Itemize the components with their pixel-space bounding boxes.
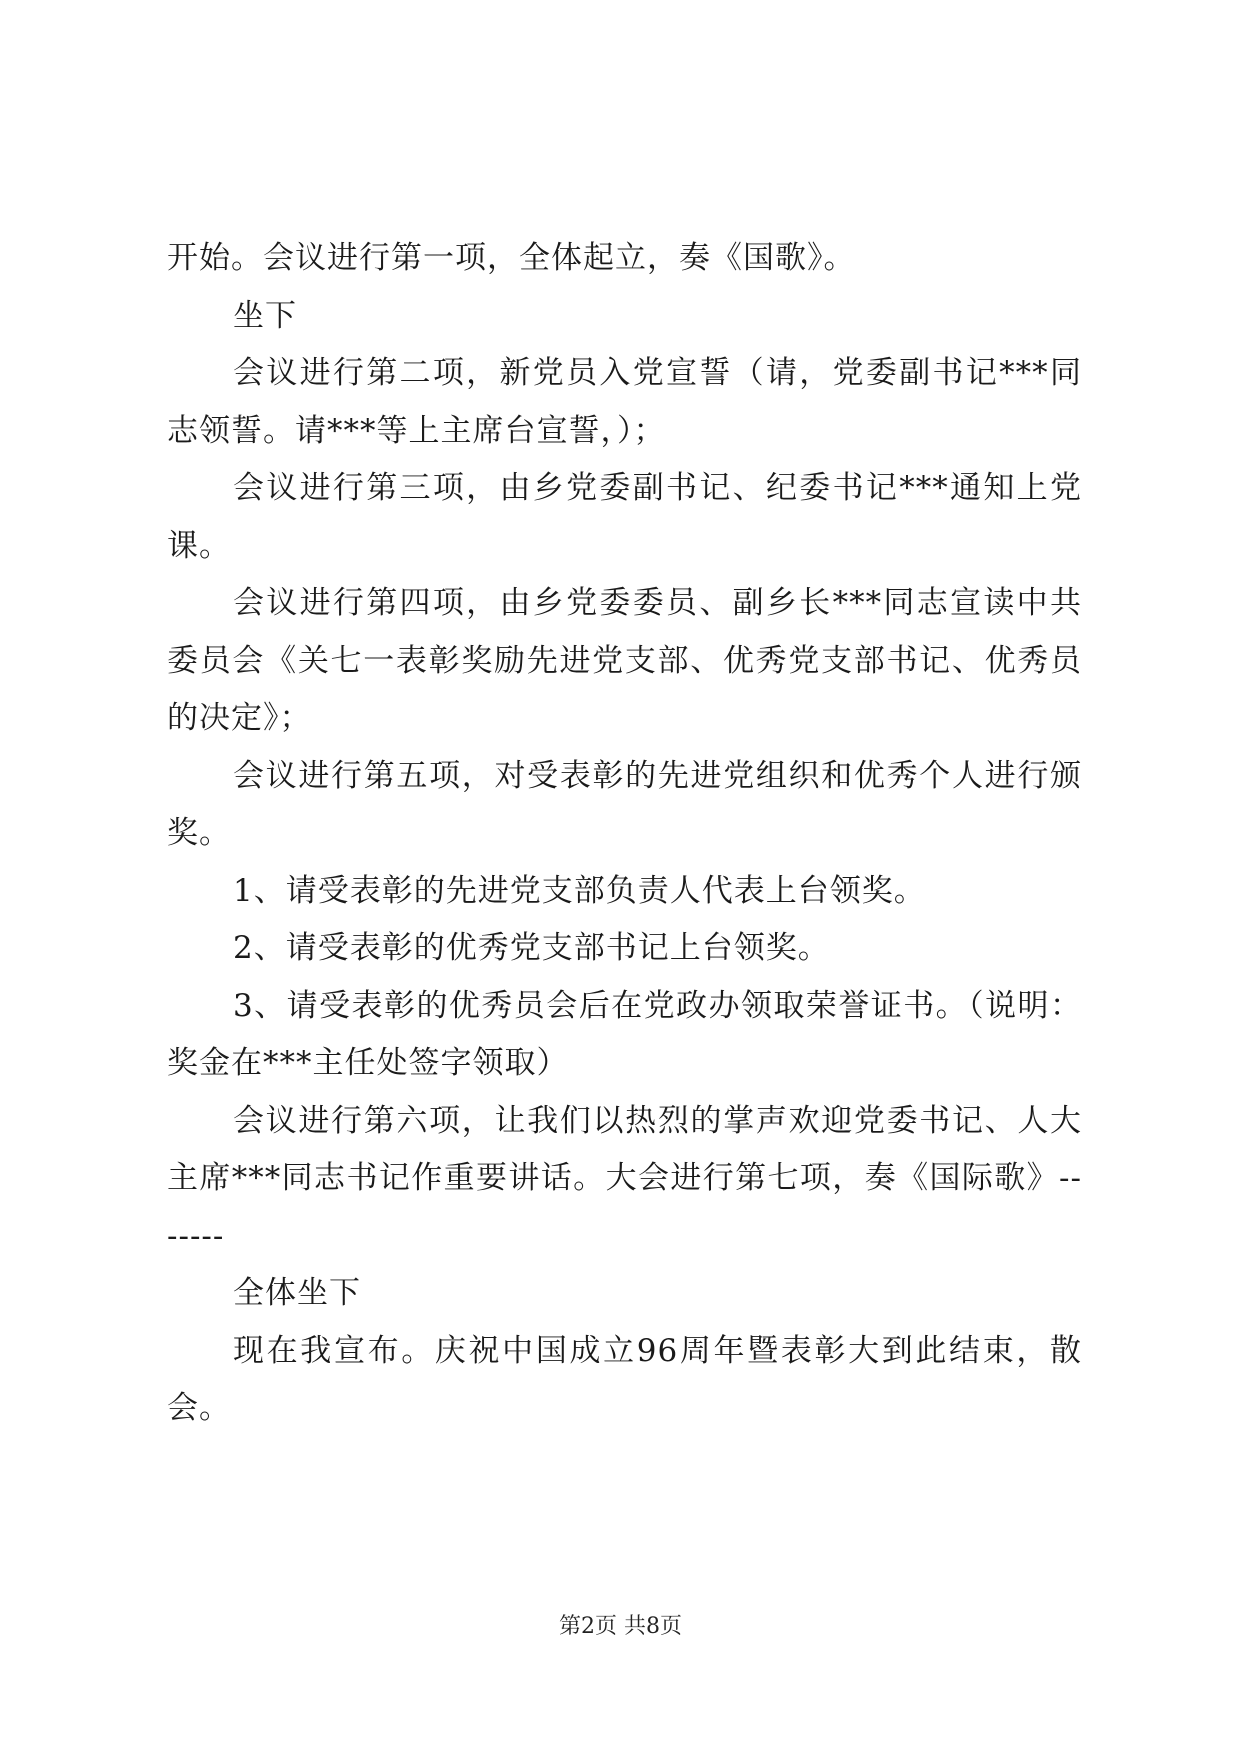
paragraph-12: 现在我宣布。庆祝中国成立96周年暨表彰大到此结束，散会。 — [167, 1332, 1082, 1426]
paragraph-6: 会议进行第五项，对受表彰的先进党组织和优秀个人进行颁奖。 — [167, 757, 1082, 851]
document-body — [167, 230, 1082, 1438]
paragraph-1: 开始。会议进行第一项，全体起立，奏《国歌》。 — [167, 240, 856, 276]
page-number-footer: 第2页 共8页 — [559, 1614, 682, 1639]
paragraph-8: 2、请受表彰的优秀党支部书记上台领奖。 — [233, 930, 830, 966]
paragraph-10: 会议进行第六项，让我们以热烈的掌声欢迎党委书记、人大主席***同志书记作重要讲话。大会进行第七项，奏《国际歌》------- — [167, 1102, 1082, 1254]
paragraph-4: 会议进行第三项，由乡党委副书记、纪委书记***通知上党课。 — [167, 470, 1082, 564]
paragraph-3: 会议进行第二项，新党员入党宣誓（请，党委副书记***同志领誓。请***等上主席台宣誓，）； — [167, 355, 1082, 449]
paragraph-9: 3、请受表彰的优秀员会后在党政办领取荣誉证书。（说明：奖金在***主任处签字领取） — [167, 987, 1082, 1081]
paragraph-5: 会议进行第四项，由乡党委委员、副乡长***同志宣读中共委员会《关七一表彰奖励先进党支部、优秀党支部书记、优秀员的决定》； — [167, 585, 1082, 736]
paragraph-2: 坐下 — [233, 297, 297, 334]
paragraph-7: 1、请受表彰的先进党支部负责人代表上台领奖。 — [233, 872, 926, 909]
paragraph-11: 全体坐下 — [233, 1275, 361, 1311]
